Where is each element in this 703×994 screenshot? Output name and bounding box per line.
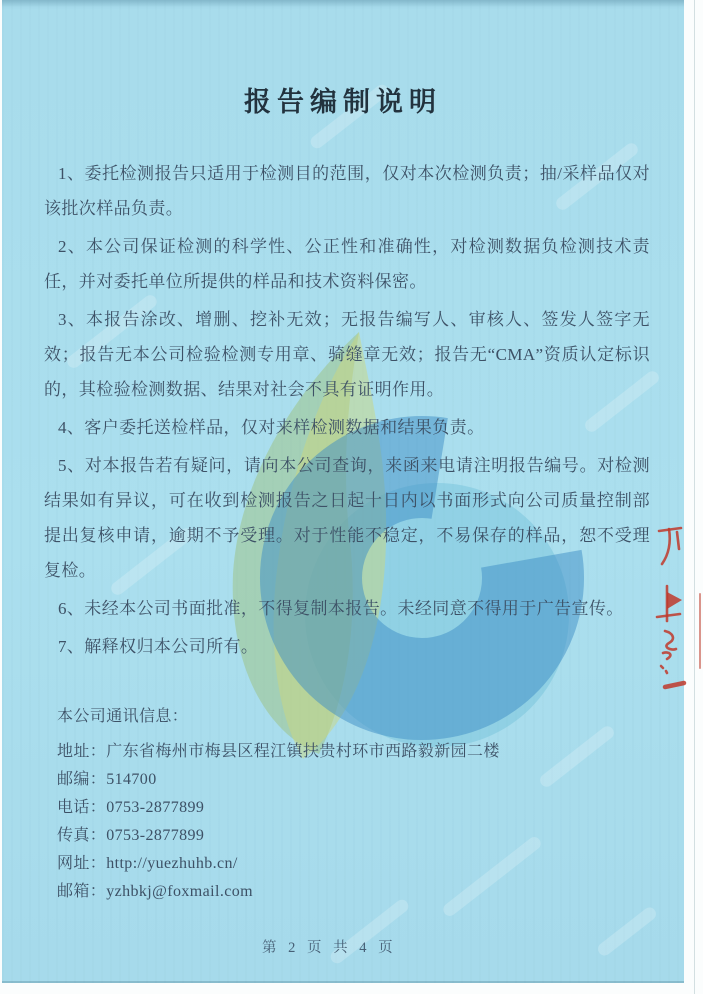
contact-website: 网址：http://yuezhuhb.cn/ — [57, 855, 238, 872]
clause-6: 6、未经本公司书面批准，不得复制本报告。未经同意不得用于广告宣传。 — [58, 599, 624, 618]
clause-7: 7、解释权归本公司所有。 — [58, 637, 259, 656]
clause-5: 5、对本报告若有疑问，请向本公司查询，来函来电请注明报告编号。对检测结果如有异议，可在收到检测报告之日起十日内以书面形式向公司质量控制部提出复核申请，逾期不予受理。对于性能不稳定，不易保存的样品，恕不受理复检。 — [44, 456, 650, 580]
red-pen-marks — [645, 520, 695, 705]
contact-email: 邮箱：yzhbkj@foxmail.com — [57, 883, 253, 900]
scan-right-edge-line — [694, 0, 695, 994]
contact-phone: 电话：0753-2877899 — [57, 799, 205, 816]
clause-1: 1、委托检测报告只适用于检测目的范围，仅对本次检测负责；抽/采样品仅对该批次样品负责。 — [44, 164, 650, 218]
red-flag-mark — [667, 592, 682, 609]
contact-block — [57, 703, 617, 906]
clause-3: 3、本报告涂改、增删、挖补无效；无报告编写人、审核人、签发人签字无效；报告无本公司检验检测专用章、骑缝章无效；报告无“CMA”资质认定标识的，其检验检测数据、结果对社会不具有证明作用。 — [44, 310, 650, 399]
contact-header: 本公司通讯信息： — [57, 708, 189, 725]
page-title: 报告编制说明 — [244, 87, 442, 117]
clauses-block — [44, 156, 650, 667]
scan-bottom-edge — [2, 981, 684, 983]
scan-top-edge — [2, 0, 684, 7]
paper-sheet — [2, 0, 684, 983]
clause-2: 2、本公司保证检测的科学性、公正性和准确性，对检测数据负检测技术责任，并对委托单位所提供的样品和技术资料保密。 — [44, 237, 650, 291]
contact-postcode: 邮编：514700 — [57, 771, 157, 788]
page-number: 第 2 页 共 4 页 — [262, 940, 397, 956]
contact-address: 地址：广东省梅州市梅县区程江镇扶贵村环市西路毅新园二楼 — [57, 743, 500, 760]
red-edge-line — [699, 593, 701, 669]
clause-4: 4、客户委托送检样品，仅对来样检测数据和结果负责。 — [58, 418, 485, 437]
contact-fax: 传真：0753-2877899 — [57, 827, 205, 844]
